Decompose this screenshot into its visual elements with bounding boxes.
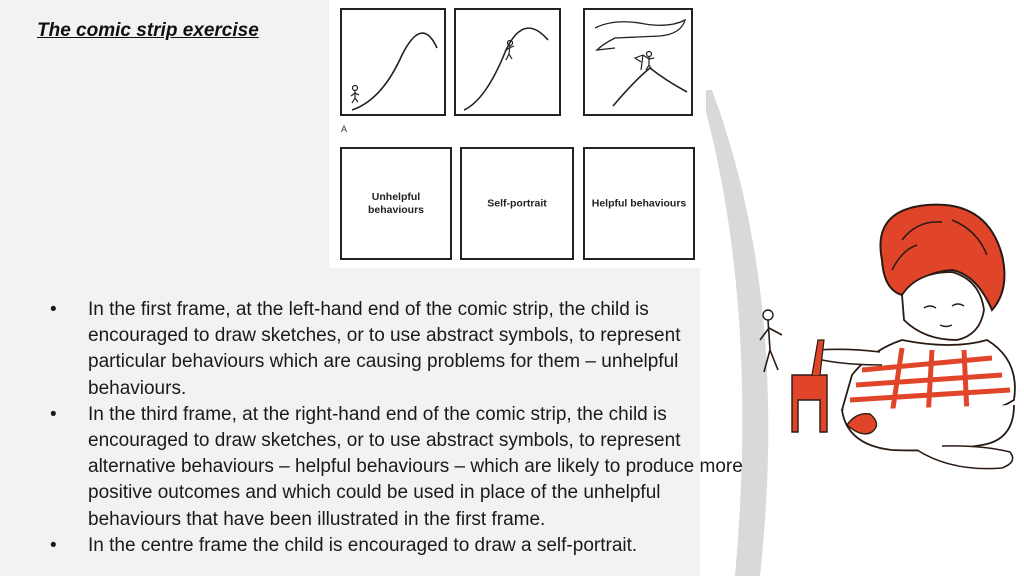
frame-label-helpful: Helpful behaviours: [591, 197, 687, 209]
bullet-icon: •: [50, 534, 57, 556]
page-title: The comic strip exercise: [37, 20, 259, 41]
bullet-icon: •: [50, 299, 57, 320]
list-item: [50, 402, 750, 533]
frame-summit: [583, 8, 693, 116]
frame-helpful-behaviours: [583, 147, 695, 260]
bullet-text: In the first frame, at the left-hand end of the comic strip, the child is encouraged to draw sketches, or to use abstract symbols, to represent particular behaviours which are causing problems for them – unhelpful behaviours.: [88, 299, 681, 399]
bullet-text: In the third frame, at the right-hand end of the comic strip, the child is encouraged to draw sketches, or to use abstract symbols, to represent alternative behaviours – helpful behaviours – which are likely to produce more positive outcomes and which could be used in place of the unhelpful behaviours that have been illustrated in the first frame.: [88, 403, 743, 530]
child-playing-illustration: [752, 200, 1024, 490]
frame-label-self-portrait: Self-portrait: [487, 197, 547, 209]
frame-self-portrait: [460, 147, 574, 260]
figure-label: A: [341, 124, 348, 134]
frame-climb-start: [340, 8, 446, 116]
frame-label-unhelpful: Unhelpful behaviours: [367, 190, 425, 216]
frame-unhelpful-behaviours: [340, 147, 452, 260]
bullet-text: In the centre frame the child is encouraged to draw a self-portrait.: [88, 534, 638, 556]
list-item: [50, 533, 750, 559]
frame-climb-middle: [454, 8, 561, 116]
comic-strip-figure: [329, 0, 706, 268]
bullet-icon: •: [50, 403, 57, 425]
bullet-list: [50, 297, 750, 559]
list-item: [50, 297, 750, 402]
